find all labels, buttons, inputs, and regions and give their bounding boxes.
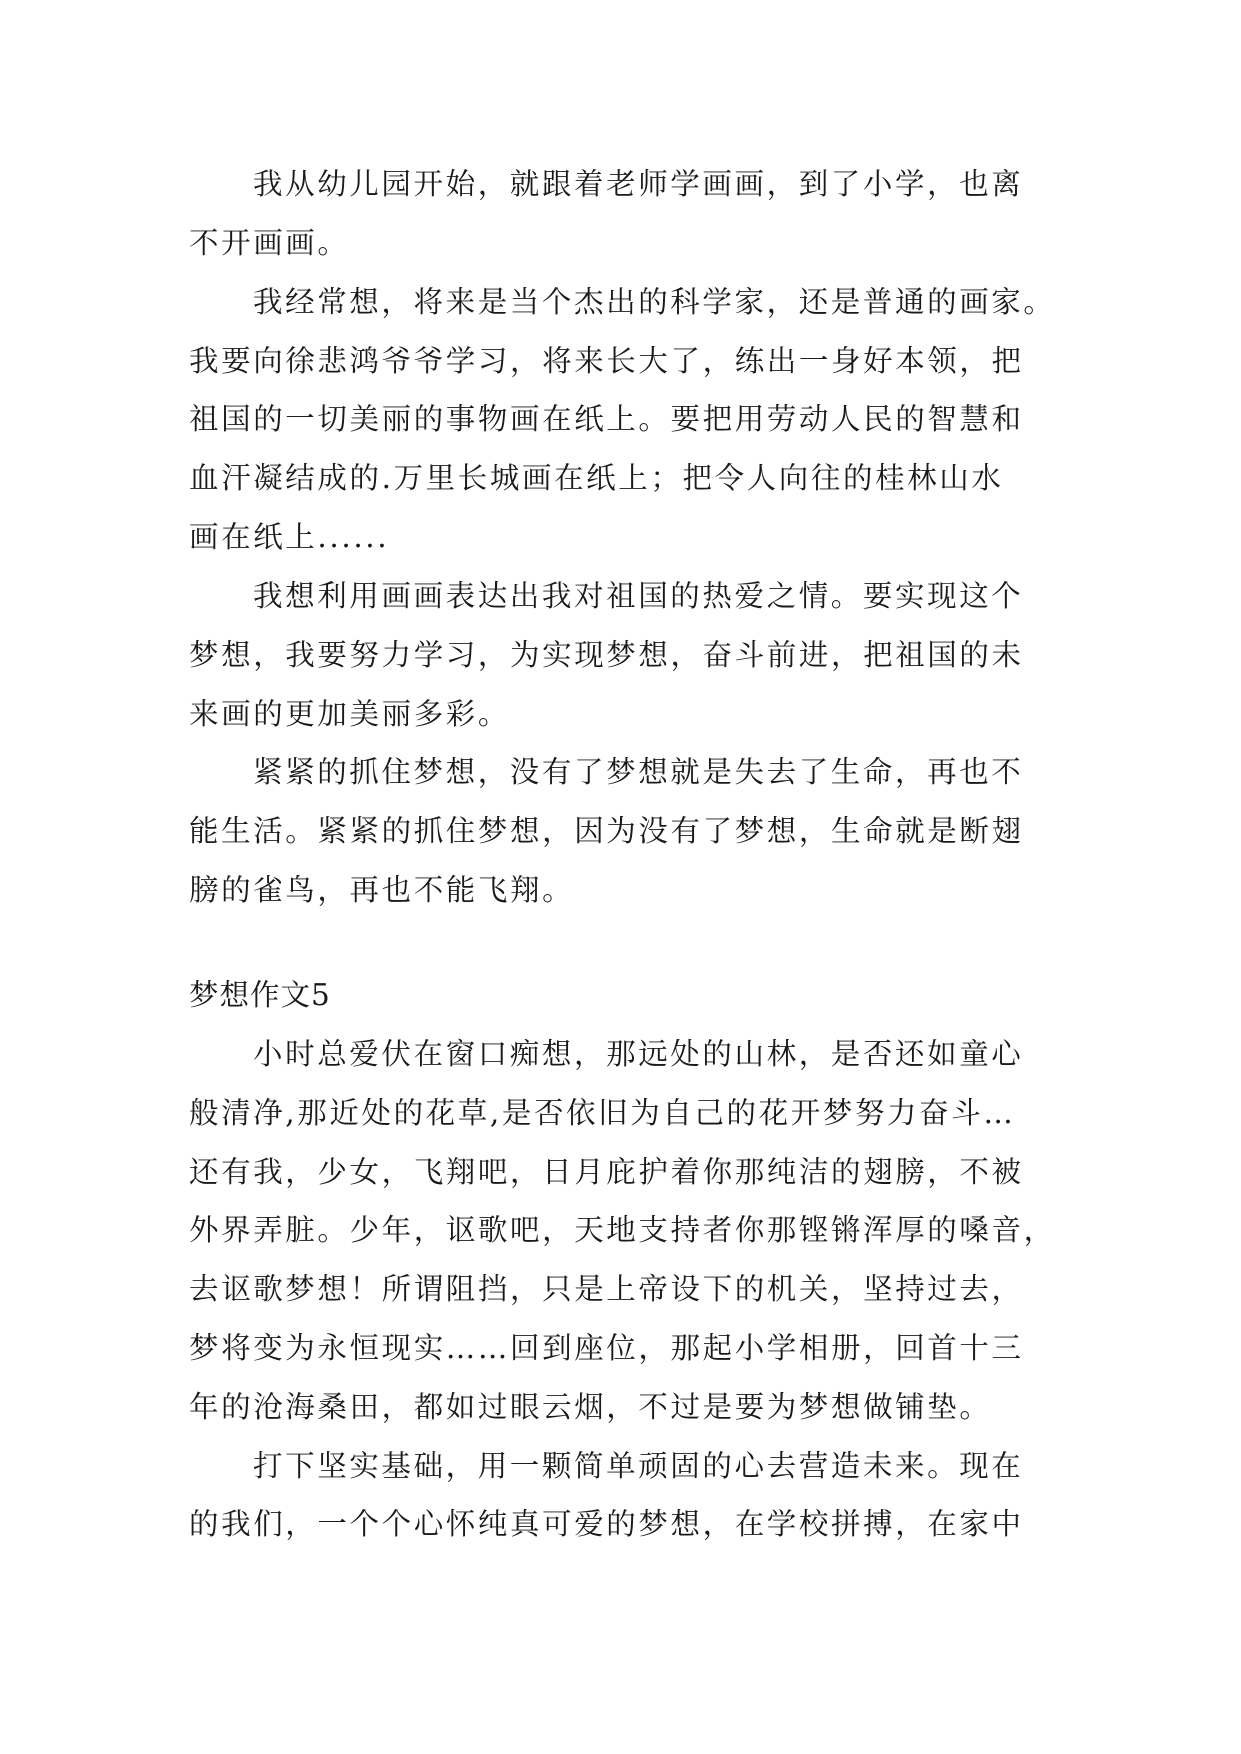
- paragraph-3-line-2: 梦想，我要努力学习，为实现梦想，奋斗前进，把祖国的未: [189, 638, 1024, 672]
- paragraph-2-line-2: 我要向徐悲鸿爷爷学习，将来长大了，练出一身好本领，把: [189, 344, 1024, 378]
- paragraph-2-line-1: 我经常想，将来是当个杰出的科学家，还是普通的画家。: [253, 285, 1056, 319]
- paragraph-5-line-7: 年的沧海桑田，都如过眼云烟，不过是要为梦想做铺垫。: [189, 1390, 992, 1424]
- paragraph-2-line-5: 画在纸上......: [189, 520, 390, 554]
- paragraph-2-line-4: 血汗凝结成的.万里长城画在纸上；把令人向往的桂林山水: [189, 461, 1004, 495]
- paragraph-5-line-3: 还有我，少女，飞翔吧，日月庇护着你那纯洁的翅膀，不被: [189, 1155, 1024, 1189]
- paragraph-6-line-1: 打下坚实基础，用一颗简单顽固的心去营造未来。现在: [253, 1449, 1024, 1483]
- paragraph-2-line-3: 祖国的一切美丽的事物画在纸上。要把用劳动人民的智慧和: [189, 402, 1024, 436]
- paragraph-6-line-2: 的我们，一个个心怀纯真可爱的梦想，在学校拼搏，在家中: [189, 1507, 1024, 1541]
- paragraph-1-line-2: 不开画画。: [189, 226, 350, 260]
- paragraph-1-line-1: 我从幼儿园开始，就跟着老师学画画，到了小学，也离: [253, 167, 1024, 201]
- paragraph-5-line-2: 般清净,那近处的花草,是否依旧为自己的花开梦努力奋斗…: [189, 1096, 1016, 1130]
- paragraph-4-line-3: 膀的雀鸟，再也不能飞翔。: [189, 873, 575, 907]
- paragraph-5-line-5: 去讴歌梦想！所谓阻挡，只是上帝设下的机关，坚持过去，: [189, 1272, 1024, 1306]
- paragraph-4-line-1: 紧紧的抓住梦想，没有了梦想就是失去了生命，再也不: [253, 755, 1024, 789]
- paragraph-4-line-2: 能生活。紧紧的抓住梦想，因为没有了梦想，生命就是断翅: [189, 814, 1024, 848]
- paragraph-5-line-6: 梦将变为永恒现实……回到座位，那起小学相册，回首十三: [189, 1331, 1024, 1365]
- paragraph-5-line-1: 小时总爱伏在窗口痴想，那远处的山林，是否还如童心: [253, 1037, 1024, 1071]
- paragraph-5-line-4: 外界弄脏。少年，讴歌吧，天地支持者你那铿锵浑厚的嗓音，: [189, 1213, 1056, 1247]
- paragraph-3-line-1: 我想利用画画表达出我对祖国的热爱之情。要实现这个: [253, 579, 1024, 613]
- paragraph-3-line-3: 来画的更加美丽多彩。: [189, 697, 511, 731]
- section-heading: 梦想作文5: [189, 978, 331, 1012]
